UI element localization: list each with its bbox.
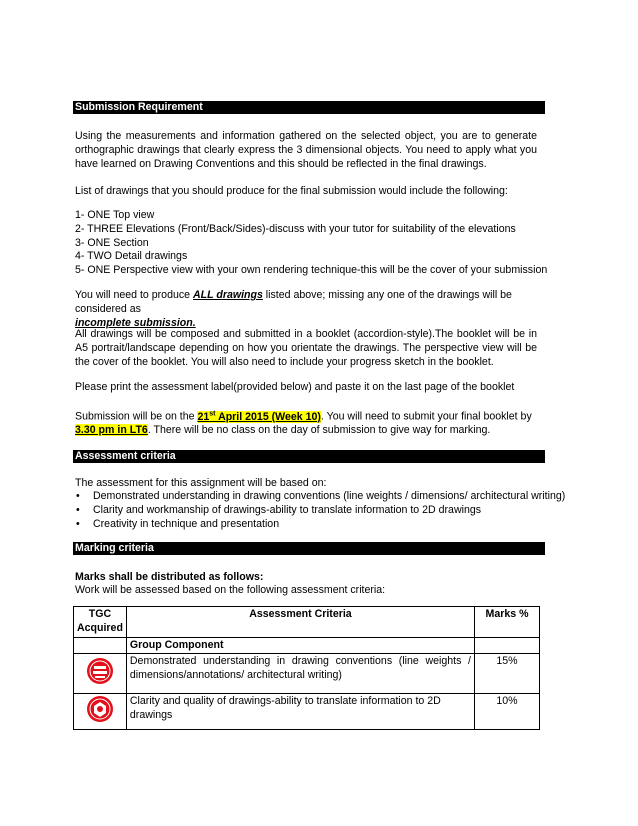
submission-time: 3.30 pm in LT6 — [75, 424, 148, 437]
assessment-intro: The assessment for this assignment will be based on: — [75, 477, 327, 489]
intro-paragraph: Using the measurements and information gathered on the selected object, you are to generate orthographic drawings that clearly express the 3 dimensional objects. You need to apply what you have learned on Drawing Conventions and this should be reflected in the final drawings. — [75, 130, 537, 170]
group-component-label: Group Component — [126, 637, 474, 654]
header-marks: Marks % — [475, 607, 540, 638]
drawing-item: 1- ONE Top view — [75, 209, 155, 221]
assessment-list — [75, 490, 566, 531]
tgc-badge-icon — [86, 676, 114, 688]
criteria-cell: Demonstrated understanding in drawing conventions (line weights / dimensions/annotations/ architectural writing) — [126, 654, 474, 694]
criteria-cell: Clarity and quality of drawings-ability to translate information to 2D drawings — [126, 694, 474, 730]
produce-paragraph: You will need to produce ALL drawings listed above; missing any one of the drawings will be considered as incomplete submission. — [75, 289, 512, 329]
submission-date: 21st April 2015 (Week 10) — [197, 410, 321, 423]
incomplete-emphasis: incomplete submission. — [75, 316, 196, 329]
table-row — [74, 654, 540, 694]
assessment-item: • Demonstrated understanding in drawing conventions (line weights / dimensions/ architectural writing) — [76, 490, 566, 502]
drawing-item: 4- TWO Detail drawings — [75, 250, 188, 263]
tgc-badge-icon — [86, 714, 114, 726]
header-tgc: TGC Acquired — [74, 607, 127, 638]
all-drawings-emphasis: ALL drawings — [193, 289, 263, 301]
section-header-assessment: Assessment criteria — [73, 450, 545, 463]
assessment-item: • Clarity and workmanship of drawings-ability to translate information to 2D drawings — [76, 503, 482, 516]
submission-paragraph: Submission will be on the 21st April 2015 (Week 10). You will need to submit your final booklet by 3.30 pm in LT6. There will be no class on the day of submission to give way for marking. — [75, 410, 532, 437]
drawing-item: 3- ONE Section — [75, 236, 149, 249]
drawings-list — [75, 209, 548, 278]
drawing-item: 5- ONE Perspective view with your own rendering technique-this will be the cover of your submission — [75, 264, 548, 277]
marks-cell: 15% — [475, 654, 540, 694]
table-row-group — [74, 637, 540, 654]
marks-heading: Marks shall be distributed as follows: — [75, 571, 264, 583]
assessment-item: • Creativity in technique and presentation — [76, 517, 280, 530]
header-criteria: Assessment Criteria — [126, 607, 474, 638]
marking-table — [73, 606, 540, 730]
section-header-marking: Marking criteria — [73, 542, 545, 555]
drawing-item: 2- THREE Elevations (Front/Back/Sides)-discuss with your tutor for suitability of the elevations — [75, 222, 516, 235]
marks-subheading: Work will be assessed based on the following assessment criteria: — [75, 584, 386, 596]
marks-cell: 10% — [475, 694, 540, 730]
print-label-paragraph: Please print the assessment label(provided below) and paste it on the last page of the booklet — [75, 381, 515, 393]
table-header-row — [74, 607, 540, 638]
booklet-paragraph: All drawings will be composed and submitted in a booklet (accordion-style).The booklet will be in A5 portrait/landscape depending on how you orientate the drawings. The perspective view will be the cover of the booklet. You will also need to include your progress sketch in the booklet. — [75, 328, 537, 368]
list-intro: List of drawings that you should produce for the final submission would include the following: — [75, 185, 508, 197]
section-header-submission: Submission Requirement — [73, 101, 545, 114]
table-row — [74, 694, 540, 730]
